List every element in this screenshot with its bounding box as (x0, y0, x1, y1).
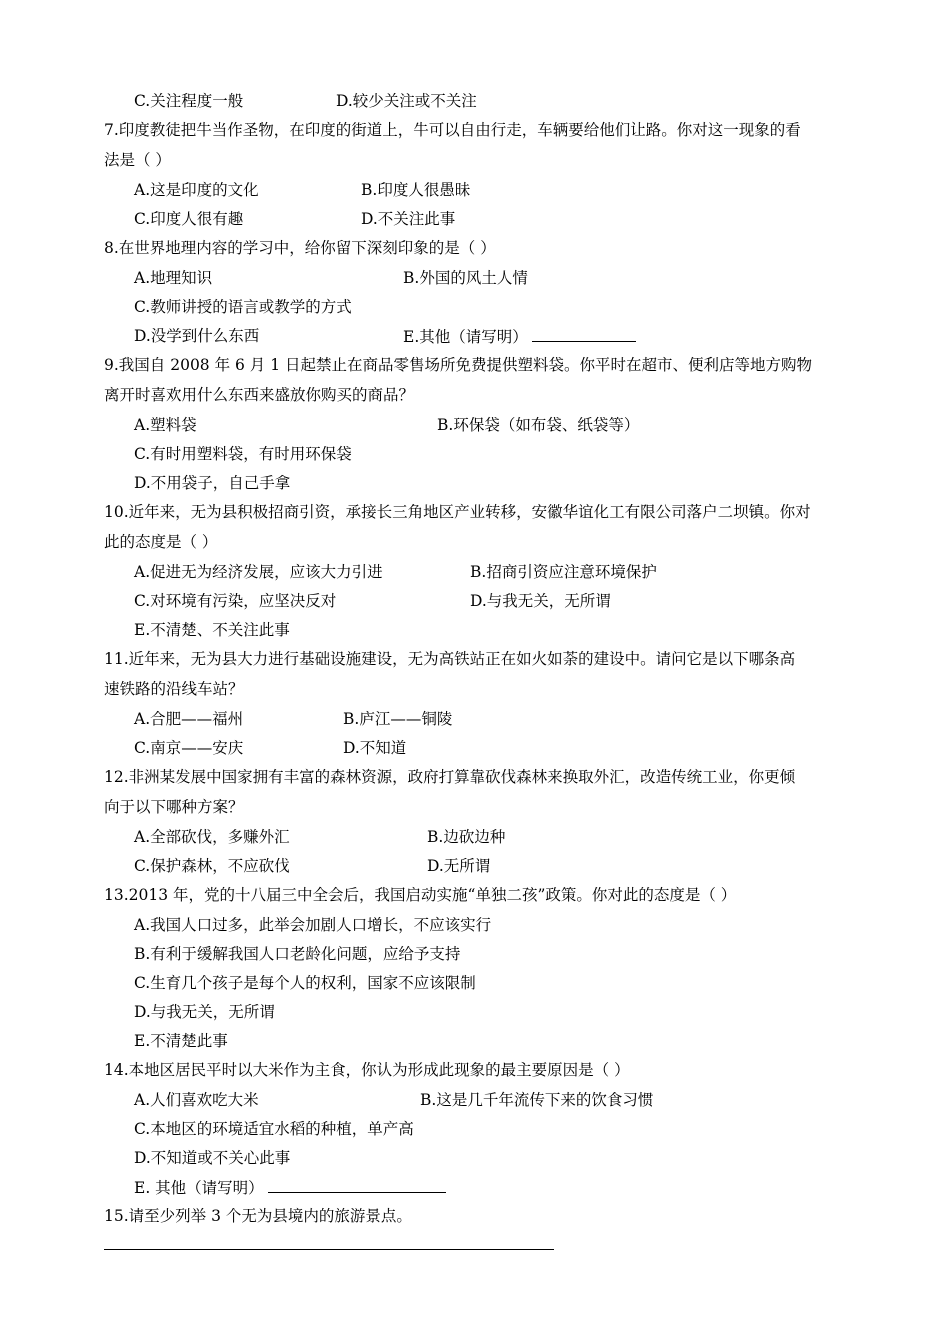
q8-option-a: A.地理知识 (134, 269, 213, 287)
q12-option-c: C.保护森林，不应砍伐 (134, 857, 290, 875)
q10-option-c: C.对环境有污染，应坚决反对 (134, 592, 337, 610)
q13-option-b: B.有利于缓解我国人口老龄化问题，应给予支持 (134, 945, 461, 963)
q13-option-d: D.与我无关，无所谓 (134, 1003, 275, 1021)
q13-option-a: A.我国人口过多，此举会加剧人口增长，不应该实行 (134, 916, 492, 934)
q7-option-d: D.不关注此事 (361, 210, 456, 228)
q15-text-line1: 15.请至少列举 3 个无为县境内的旅游景点。 (104, 1207, 412, 1225)
q8-option-e (403, 326, 636, 347)
q12-text-line1: 12.非洲某发展中国家拥有丰富的森林资源，政府打算靠砍伐森林来换取外汇，改造传统工业，你更倾 (104, 768, 796, 786)
q6-option-d: D.较少关注或不关注 (336, 92, 477, 110)
q13-text-line1: 13.2013 年，党的十八届三中全会后，我国启动实施“单独二孩”政策。你对此的态度是（ ） (104, 886, 737, 904)
q14-answer-blank[interactable] (268, 1177, 446, 1193)
q8-option-e-label: E.其他（请写明） (403, 328, 528, 346)
q12-option-b: B.边砍边种 (427, 828, 506, 846)
q14-option-e (134, 1177, 446, 1198)
q14-text-line1: 14.本地区居民平时以大米作为主食，你认为形成此现象的最主要原因是（ ） (104, 1061, 630, 1079)
q15-answer-line[interactable] (104, 1249, 554, 1250)
q7-text-line2: 法是（ ） (104, 151, 171, 169)
q7-option-c: C.印度人很有趣 (134, 210, 244, 228)
q12-option-a: A.全部砍伐，多赚外汇 (134, 828, 290, 846)
q8-option-d: D.没学到什么东西 (134, 327, 260, 345)
q14-option-a: A.人们喜欢吃大米 (134, 1091, 259, 1109)
q9-text-line1: 9.我国自 2008 年 6 月 1 日起禁止在商品零售场所免费提供塑料袋。你平时在超市、便利店等地方购物 (104, 356, 813, 374)
q11-option-c: C.南京——安庆 (134, 739, 244, 757)
q11-text-line2: 速铁路的沿线车站？ (104, 680, 244, 698)
q9-option-b: B.环保袋（如布袋、纸袋等） (437, 416, 640, 434)
q6-option-c: C.关注程度一般 (134, 92, 244, 110)
q14-option-d: D.不知道或不关心此事 (134, 1149, 291, 1167)
q7-option-a: A.这是印度的文化 (134, 181, 259, 199)
q11-option-a: A.合肥——福州 (134, 710, 244, 728)
q12-text-line2: 向于以下哪种方案？ (104, 798, 244, 816)
q12-option-d: D.无所谓 (427, 857, 491, 875)
q10-option-a: A.促进无为经济发展，应该大力引进 (134, 563, 383, 581)
q10-text-line2: 此的态度是（ ） (104, 533, 218, 551)
q8-answer-blank[interactable] (532, 326, 636, 342)
q11-option-d: D.不知道 (343, 739, 407, 757)
q8-text-line1: 8.在世界地理内容的学习中，给你留下深刻印象的是（ ） (104, 239, 496, 257)
q9-text-line2: 离开时喜欢用什么东西来盛放你购买的商品？ (104, 386, 415, 404)
q9-option-a: A.塑料袋 (134, 416, 197, 434)
q14-option-c: C.本地区的环境适宜水稻的种植，单产高 (134, 1120, 414, 1138)
q14-option-e-label: E. 其他（请写明） (134, 1179, 264, 1197)
q9-option-c: C.有时用塑料袋，有时用环保袋 (134, 445, 352, 463)
q10-option-e: E.不清楚、不关注此事 (134, 621, 290, 639)
q10-option-b: B.招商引资应注意环境保护 (470, 563, 657, 581)
q13-option-e: E.不清楚此事 (134, 1032, 228, 1050)
q8-option-b: B.外国的风土人情 (403, 269, 528, 287)
q11-option-b: B.庐江——铜陵 (343, 710, 453, 728)
q10-option-d: D.与我无关，无所谓 (470, 592, 611, 610)
q9-option-d: D.不用袋子，自己手拿 (134, 474, 291, 492)
q7-option-b: B.印度人很愚昧 (361, 181, 471, 199)
q14-option-b: B.这是几千年流传下来的饮食习惯 (420, 1091, 654, 1109)
q13-option-c: C.生育几个孩子是每个人的权利，国家不应该限制 (134, 974, 476, 992)
q10-text-line1: 10.近年来，无为县积极招商引资，承接长三角地区产业转移，安徽华谊化工有限公司落户二坝镇。你对 (104, 503, 811, 521)
q11-text-line1: 11.近年来，无为县大力进行基础设施建设，无为高铁站正在如火如荼的建设中。请问它是以下哪条高 (104, 650, 796, 668)
q7-text-line1: 7.印度教徒把牛当作圣物，在印度的街道上，牛可以自由行走，车辆要给他们让路。你对这一现象的看 (104, 121, 801, 139)
q8-option-c: C.教师讲授的语言或教学的方式 (134, 298, 352, 316)
